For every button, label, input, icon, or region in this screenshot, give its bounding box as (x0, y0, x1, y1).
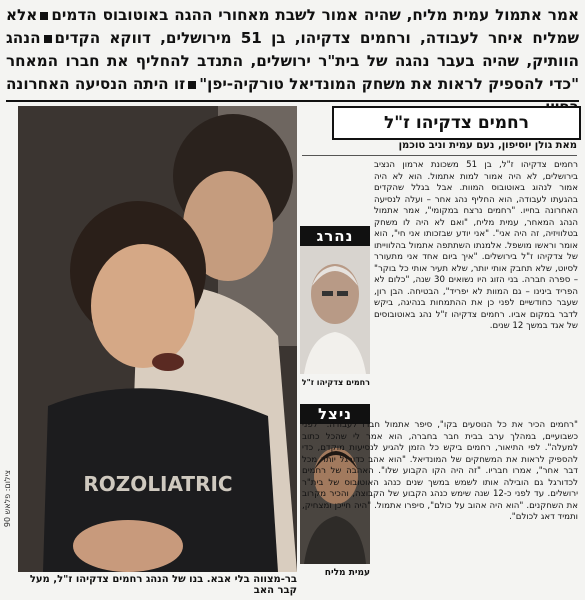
headline-box (332, 106, 581, 140)
driver-label: נהרג (300, 226, 370, 246)
main-photo-image (18, 106, 297, 572)
article-body-continued: "רחמים הכיר את כל הנוסעים בקו", סיפר אתמול חברו לעבודה. "לפני כשבועיים, במהלך ערב בבית חבר בחברה, הוא אמר לי שהכל כתוב למעלה". לפי התיאור, רחמים ביקש כל הזמן להגיע לנסיעות מוקדם, כדי להספיק לראות את המשחקים של המונדיאל. "הוא אהב כדורגל יותר מכל דבר אחר", אמרו חבריו. "זה היה הקו הקבוע שלו". האהבה של רחמים לכדורגל גם הובילה אותו לשמש במשך שנים כנהג האוטובוס של בית"ר ירושלים. עד לפני כ-12 שנה שימש כנהג הקבוע של הקבוצה, והכיר מקרוב את השחקנים. "הוא היה אהוב על כולם", סיפרו אתמול. "היה חייכן ומצחיק, ותמיד דאג לכולם". (302, 420, 578, 522)
driver-caption: רחמים צדקיהו ז"ל (301, 378, 370, 387)
lead-line-2: אלא שמליח איחר לעבודה, ורחמים צדקיהו, בן 51 מירושלים, דווקא הקדים (6, 6, 580, 47)
svg-text:ROZOLIATRIC: ROZOLIATRIC (83, 472, 233, 496)
lead-line-3: הנהג הוותיק, שהיה בעבר נהגה של בית"ר ירושלים, התנדב להחליף את חברו המאחר "כדי (6, 29, 579, 93)
byline: מאת גולן יוסיפון, נעם עמית וניב טוכמן (398, 140, 577, 151)
bullet-square-icon (40, 12, 48, 20)
lead-line-4: להספיק לראות את משחק המונדיאל טורקיה-יפן" (199, 75, 544, 93)
main-photo-caption: בר-מצווה בלי אבא. בנו של הנהג רחמים צדקיהו ז"ל, מעל קבר האב (29, 574, 297, 596)
survivor-caption: עמית מליח (324, 568, 370, 578)
lead-line-5: זו היתה הנסיעה האחרונה (6, 75, 186, 93)
headline: רחמים צדקיהו ז"ל (384, 113, 529, 133)
divider (6, 100, 579, 102)
article-body-column: רחמים צדקיהו ז"ל, בן 51 משכונת ארמון הנציב בירושלים, לא היה אמור למות אתמול. הוא לא היה אמור לנהוג באוטובוס המוות. אבל בגלל שהקדים בהגעתו לעבודה, הוא החליף נהג אחר – ועלה לנסיעה האחרונה בחייו. "רחמים נרצח במקומי", אמר אתמול הנהג המאחר, עמית מליח, "ואם לא היה לו משחק בטלוויזיה, זה היה אני". "אני יודע שבזכותו אני חי", הוא אומר וראשו מושפל. אלמנתו השתתפה אתמול בהלווייתו של צדקיהו ז"ל בירושלים. "איך ביום אחד אני מתעורר לסיוט, שלא תחבק אותי יותר, שלא תעיר אותי כל בוקר" – ספרה חברה. בני הזוג היו נשואים 30 שנה, "כלום לא הפריד בינינו – גם המוות לא יפריד", הבטיחה. הבן רון, שעבר כחודשיים לפני כן את ההתמחות בנהיגה, ביקש לדבר במקום אביו. רחמים צדקיהו ז"ל נהג באוטובוסים של אגד במשך 12 שנים. (374, 160, 578, 331)
divider (302, 155, 577, 156)
driver-photo (300, 246, 370, 374)
main-photo (18, 106, 297, 572)
bullet-square-icon (44, 35, 52, 43)
driver-portrait-image (300, 246, 370, 374)
article-lead (6, 4, 579, 100)
lead-line-1: אמר אתמול עמית מליח, שהיה אמור לשבת מאחורי ההגה באוטובוס הדמים (51, 6, 579, 24)
bullet-square-icon (188, 81, 196, 89)
photo-credit: צילום: פלאש 90 (3, 470, 12, 528)
survivor-label: ניצל (300, 404, 370, 424)
